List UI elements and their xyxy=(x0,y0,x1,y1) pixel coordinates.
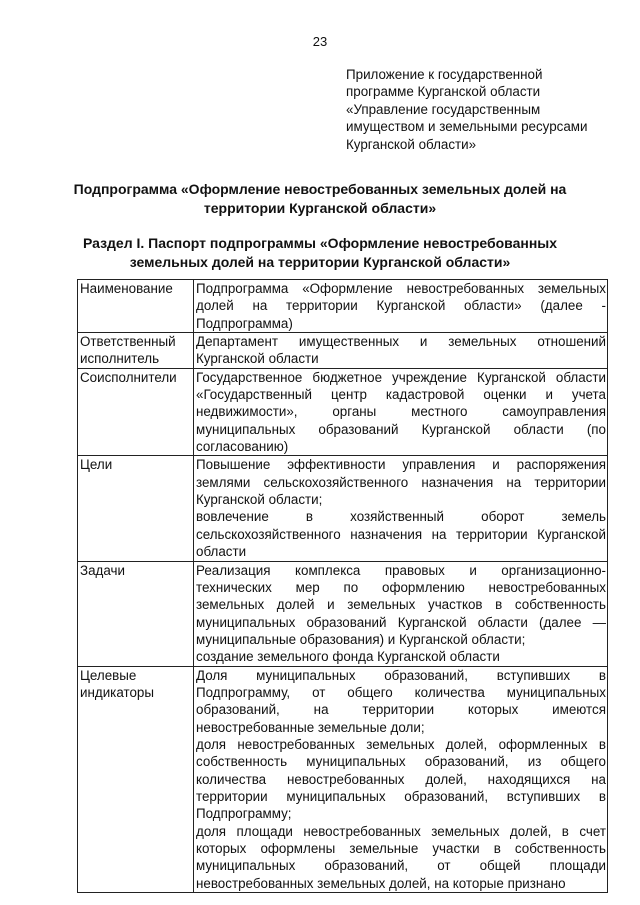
row-content-line: доля невостребованных земельных долей, оформленных в xyxy=(196,736,606,752)
section-title-line: земельных долей на территории Курганской области» xyxy=(129,254,511,270)
passport-table-body xyxy=(78,280,608,893)
row-label xyxy=(78,368,194,456)
row-content-line: создание земельного фонда Курганской области xyxy=(196,649,500,665)
row-content-line: собственность муниципальных образований, из общего xyxy=(196,754,606,770)
row-content-line: технических мер по оформлению невостребованных xyxy=(196,579,606,595)
row-label xyxy=(78,280,194,333)
row-content-line: недвижимости», органы местного самоуправления xyxy=(196,404,606,420)
row-content-line: Повышение эффективности управления и распоряжения xyxy=(196,457,606,473)
table-row xyxy=(78,280,608,333)
row-content-line: Подпрограмму, от общего количества муниципальных xyxy=(196,684,606,700)
row-content-line: муниципальных образований, от общей площади xyxy=(196,858,606,874)
row-label-line: Задачи xyxy=(80,562,125,578)
row-label xyxy=(78,456,194,561)
appendix-line: «Управление государственным xyxy=(346,101,541,117)
row-content xyxy=(194,280,608,333)
table-row xyxy=(78,456,608,561)
row-content-line: территории муниципальных образований, вступивших в xyxy=(196,788,606,804)
appendix-line: имуществом и земельными ресурсами xyxy=(346,119,588,135)
row-content-line: невостребованные земельные доли; xyxy=(196,719,425,735)
appendix-note xyxy=(346,66,626,153)
appendix-line: Приложение к государственной xyxy=(346,67,543,82)
row-label xyxy=(78,333,194,369)
row-content-line: Курганской области; xyxy=(196,492,323,508)
appendix-line: программе Курганской области xyxy=(346,84,541,100)
row-label-line: Цели xyxy=(80,457,113,473)
row-content xyxy=(194,368,608,456)
page-number: 23 xyxy=(312,34,328,49)
row-label-line: Наименование xyxy=(80,281,173,296)
row-content xyxy=(194,561,608,666)
row-content-line: количества невостребованных долей, находящихся на xyxy=(196,771,606,787)
row-content xyxy=(194,456,608,561)
row-content-line: «Государственный центр кадастровой оценки и учета xyxy=(196,387,606,403)
row-content-line: согласованию) xyxy=(196,439,289,455)
row-content-line: муниципальные образования) и Курганской области; xyxy=(196,631,526,647)
subprogram-title-line: территории Курганской области» xyxy=(203,200,437,216)
row-content xyxy=(194,666,608,892)
row-content-line: муниципальных образований Курганской области (по xyxy=(196,421,606,437)
row-content-line: Государственное бюджетное учреждение Курганской области xyxy=(196,369,606,385)
row-content-line: Департамент имущественных и земельных отношений xyxy=(196,334,606,350)
table-row xyxy=(78,368,608,456)
subprogram-title-line: Подпрограмма «Оформление невостребованных земельных долей на xyxy=(73,181,567,197)
row-label-line: Целевые xyxy=(80,667,137,683)
row-label-line: исполнитель xyxy=(80,351,160,367)
row-content-line: которых оформлены земельные участки в собственность xyxy=(196,841,606,856)
row-content-line: Подпрограмма) xyxy=(196,315,293,331)
row-content-line: Курганской области xyxy=(196,351,319,367)
subprogram-title xyxy=(0,180,640,218)
table-row xyxy=(78,561,608,666)
row-label-line: Ответственный xyxy=(80,334,176,350)
appendix-line: Курганской области» xyxy=(346,136,477,152)
row-content-line: вовлечение в хозяйственный оборот земель xyxy=(196,509,606,525)
row-content xyxy=(194,333,608,369)
row-label-line: Соисполнители xyxy=(80,369,177,385)
row-content-line: Доля муниципальных образований, вступивших в xyxy=(196,667,606,683)
row-content-line: муниципальных образований Курганской области (далее — xyxy=(196,614,606,630)
row-content-line: области xyxy=(196,544,247,560)
row-content-line: невостребованных земельных долей, на которые признано xyxy=(196,875,566,891)
row-content-line: Реализация комплекса правовых и организационно- xyxy=(196,562,606,578)
row-content-line: сельскохозяйственного назначения на территории Курганской xyxy=(196,526,606,542)
row-label xyxy=(78,666,194,892)
section-title-line: Раздел I. Паспорт подпрограммы «Оформление невостребованных xyxy=(82,235,558,251)
row-content-line: долей на территории Курганской области» (далее - xyxy=(196,298,606,314)
row-label xyxy=(78,561,194,666)
passport-table xyxy=(77,279,608,893)
row-content-line: земельных долей и земельных участков в собственность xyxy=(196,597,606,613)
table-row xyxy=(78,666,608,892)
row-content-line: Подпрограмма «Оформление невостребованных земельных xyxy=(196,281,606,296)
row-content-line: образований, на территории которых имеются xyxy=(196,702,606,718)
row-content-line: Подпрограмму; xyxy=(196,806,292,822)
section-title xyxy=(0,234,640,272)
row-content-line: доля площади невостребованных земельных долей, в счет xyxy=(196,823,606,839)
table-row xyxy=(78,333,608,369)
row-content-line: землями сельскохозяйственного назначения на территории xyxy=(196,474,606,490)
row-label-line: индикаторы xyxy=(80,684,154,700)
